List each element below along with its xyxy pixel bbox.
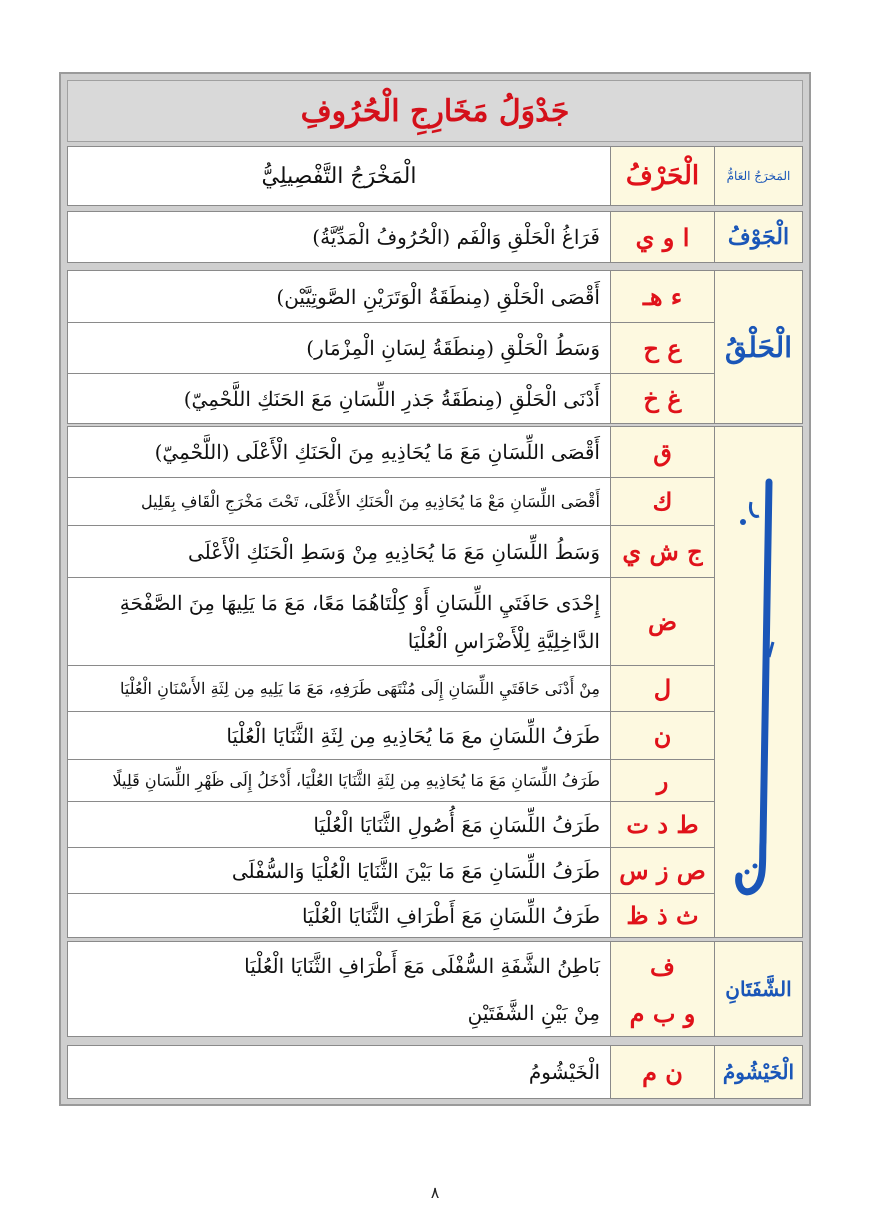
table-row <box>68 271 714 322</box>
letter-cell: ك <box>610 478 714 525</box>
page-number: ٨ <box>430 1183 440 1202</box>
description-cell: إِحْدَى حَافَتَيِ اللِّسَانِ أَوْ كِلْتَاهُمَا مَعًا، مَعَ مَا يَلِيهَا مِنَ الصَّفْحَةِ الدَّاخِلِيَّةِ لِلْأَضْرَاسِ الْعُلْيَا <box>119 590 600 653</box>
letter-cell: ق <box>610 427 714 477</box>
general-lisan <box>714 427 802 937</box>
table-row <box>68 322 714 373</box>
letter-cell: ر <box>610 760 714 801</box>
letter-cell: ف <box>610 942 714 990</box>
description-cell: أَقْصَى الْحَلْقِ (مِنطَقَةُ الْوَتَرَيْنِ الصَّوتِيَّيْن) <box>276 284 600 309</box>
table-row <box>68 801 714 847</box>
description-cell: طَرَفُ اللِّسَانِ مَعَ مَا بَيْنَ الثَّنَايَا الْعُلْيَا وَالسُّفْلَى <box>231 858 600 883</box>
description-cell: أَقْصَى اللِّسَانِ مَعَ مَا يُحَاذِيهِ مِنَ الْحَنَكِ الْأَعْلَى (اللَّحْمِيّ) <box>154 440 600 464</box>
letter-cell: و ب م <box>610 990 714 1036</box>
table-row <box>68 990 714 1036</box>
header-detailed: الْمَخْرَجُ التَّفْصِيلِيُّ <box>261 163 417 189</box>
letter-cell: ل <box>610 666 714 711</box>
description-cell: بَاطِنُ الشَّفَةِ السُّفْلَى مَعَ أَطْرَافِ الثَّنَايَا الْعُلْيَا <box>244 954 600 978</box>
description-cell: طَرَفُ اللِّسَانِ مَعَ أَطْرَافِ الثَّنَايَا الْعُلْيَا <box>301 903 600 928</box>
letter-cell: ض <box>610 578 714 665</box>
table-row <box>68 525 714 577</box>
header-row <box>67 146 803 206</box>
general-shafatan: الشَّفَتَانِ <box>714 942 802 1036</box>
table-row <box>68 577 714 665</box>
section-shafatan <box>67 941 803 1037</box>
description-cell: طَرَفُ اللِّسَانِ مَعَ مَا يُحَاذِيهِ مِن لِثَةِ الثَّنَايَا العُلْيَا، أَدْخَلُ إِلَى ظَهْرِ اللِّسَانِ قَلِيلًا <box>112 771 600 790</box>
general-khayshum: الْخَيْشُومُ <box>714 1046 802 1098</box>
letter-cell: ا و ي <box>610 212 714 262</box>
letter-cell: ط د ت <box>610 802 714 847</box>
letter-cell: ث ذ ظ <box>610 894 714 937</box>
letter-cell: ن م <box>610 1046 714 1098</box>
description-cell: الْخَيْشُومُ <box>528 1060 600 1084</box>
table-row <box>68 711 714 759</box>
header-general: المَخرَجُ العَامُّ <box>714 147 802 205</box>
description-cell: مِنْ أَدْنَى حَافَتَيِ اللِّسَانِ إِلَى مُنْتَهَى طَرَفِهِ، مَعَ مَا يَلِيهِ مِن لِثَةِ الأَسْنَانِ الْعُلْيَا <box>119 679 600 698</box>
table-row <box>68 759 714 801</box>
description-cell: أَقْصَى اللِّسَانِ مَعْ مَا يُحَاذِيهِ مِنَ الْحَنَكِ الأَعْلَى، تَحْتَ مَخْرَجِ الْقَافِ بِقَلِيل <box>141 492 600 511</box>
letter-cell: ء هـ <box>610 271 714 322</box>
table-row <box>68 847 714 893</box>
description-cell: وَسَطُ اللِّسَانِ مَعَ مَا يُحَاذِيهِ مِنْ وَسَطِ الْحَنَكِ الْأَعْلَى <box>187 539 600 564</box>
table-row <box>68 427 714 477</box>
description-cell: فَرَاغُ الْحَلْقِ وَالْفَم (الْحُرُوفُ الْمَدِّيَّةُ) <box>312 225 600 249</box>
description-cell: وَسَطُ الْحَلْقِ (مِنطَقَةُ لِسَانِ الْمِزْمَار) <box>306 336 600 360</box>
table-row <box>68 477 714 525</box>
letter-cell: ج ش ي <box>610 526 714 577</box>
makharij-table <box>59 72 811 1106</box>
general-jawf: الْجَوْفُ <box>714 212 802 262</box>
section-halq <box>67 270 803 424</box>
table-row <box>68 1046 714 1098</box>
section-jawf <box>67 211 803 263</box>
section-lisan <box>67 426 803 938</box>
table-row <box>68 373 714 423</box>
letter-cell: غ خ <box>610 374 714 423</box>
description-cell: أَدْنَى الْحَلْقِ (مِنطَقَةُ جَذرِ اللِّسَانِ مَعَ الحَنَكِ اللَّحْمِيّ) <box>183 386 600 411</box>
table-row <box>68 665 714 711</box>
table-row <box>68 942 714 990</box>
table-row <box>68 893 714 937</box>
table-row <box>68 212 714 262</box>
header-letter: الْحَرْفُ <box>610 147 714 205</box>
lisan-calligraphy-icon <box>729 462 789 902</box>
description-cell: طَرَفُ اللِّسَانِ معَ مَا يُحَاذِيهِ مِن لِثَةِ الثَّنَايَا الْعُلْيَا <box>226 723 600 748</box>
description-cell: طَرَفُ اللِّسَانِ مَعَ أُصُولِ الثَّنَايَا الْعُلْيَا <box>313 812 600 837</box>
letter-cell: ص ز س <box>610 848 714 893</box>
table-title: جَدْوَلُ مَخَارِجِ الْحُرُوفِ <box>67 80 803 142</box>
description-cell: مِنْ بَيْنِ الشَّفَتَيْنِ <box>467 1001 600 1025</box>
letter-cell: ن <box>610 712 714 759</box>
section-khayshum <box>67 1045 803 1099</box>
general-halq: الْحَلْقُ <box>714 271 802 423</box>
letter-cell: ع ح <box>610 323 714 373</box>
